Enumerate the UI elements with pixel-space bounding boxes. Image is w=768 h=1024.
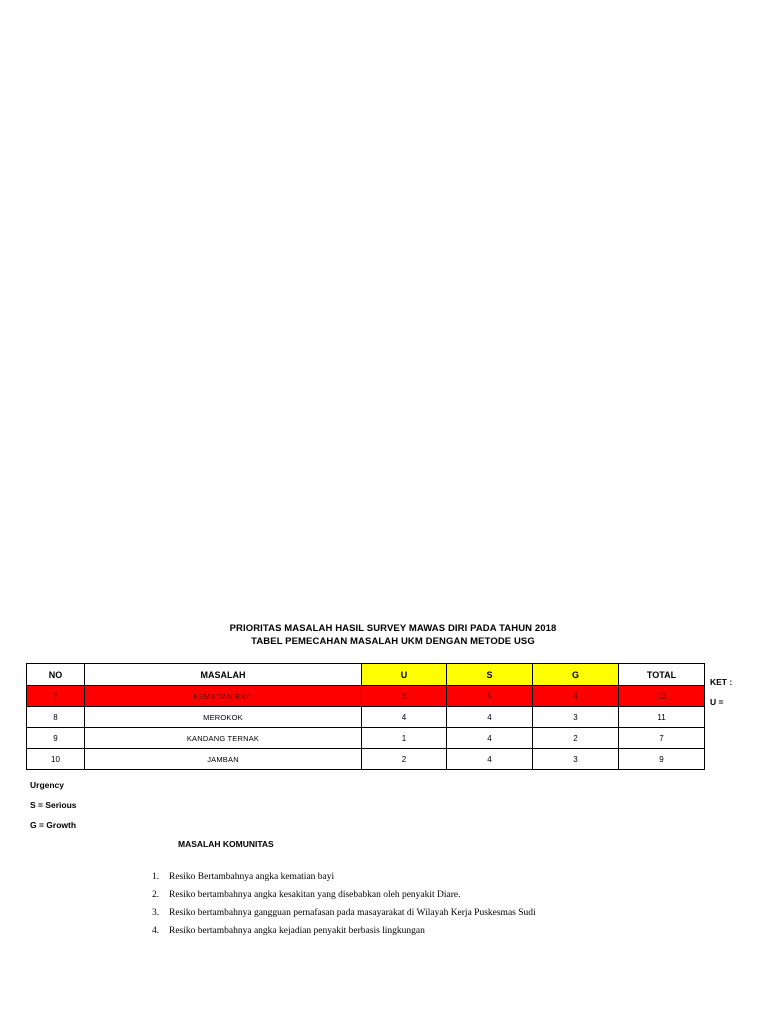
- cell-g: 2: [533, 728, 619, 749]
- cell-no: 10: [27, 749, 85, 770]
- cell-total: 7: [619, 728, 705, 749]
- list-item-text: Resiko Bertambahnya angka kematian bayi: [169, 872, 335, 882]
- table-row: [27, 707, 705, 728]
- cell-g: 3: [533, 707, 619, 728]
- cell-no: 7: [27, 686, 85, 707]
- legend-serious: S = Serious: [30, 800, 77, 810]
- cell-masalah: JAMBAN: [85, 749, 362, 770]
- cell-total: 12: [619, 686, 705, 707]
- cell-masalah: MEROKOK: [85, 707, 362, 728]
- header-g: G: [533, 664, 619, 686]
- header-no: NO: [27, 664, 85, 686]
- cell-s: 4: [447, 728, 533, 749]
- table-header-row: [27, 664, 705, 686]
- komunitas-list: [152, 868, 536, 940]
- cell-no: 9: [27, 728, 85, 749]
- legend-growth: G = Growth: [30, 820, 77, 830]
- table-row: [27, 686, 705, 707]
- header-total: TOTAL: [619, 664, 705, 686]
- cell-s: 4: [447, 749, 533, 770]
- list-item-number: 3.: [152, 908, 160, 918]
- cell-total: 11: [619, 707, 705, 728]
- cell-s: 5: [447, 686, 533, 707]
- cell-s: 4: [447, 707, 533, 728]
- list-item: [152, 904, 536, 922]
- ket-u-label: U =: [710, 697, 724, 707]
- cell-u: 4: [362, 707, 447, 728]
- cell-g: 4: [533, 686, 619, 707]
- table-row: [27, 728, 705, 749]
- table-row: [27, 749, 705, 770]
- list-item: [152, 868, 536, 886]
- list-item-number: 4.: [152, 926, 160, 936]
- list-item-text: Resiko bertambahnya gangguan pernafasan pada masayarakat di Wilayah Kerja Puskesmas Sudi: [169, 908, 536, 918]
- cell-no: 8: [27, 707, 85, 728]
- cell-u: 3: [362, 686, 447, 707]
- komunitas-heading: MASALAH KOMUNITAS: [178, 839, 274, 849]
- document-title: PRIORITAS MASALAH HASIL SURVEY MAWAS DIRI PADA TAHUN 2018: [229, 623, 557, 634]
- cell-masalah: KEMATIAN BAYI: [85, 686, 362, 707]
- cell-masalah: KANDANG TERNAK: [85, 728, 362, 749]
- legend-urgency: Urgency: [30, 780, 65, 790]
- cell-g: 3: [533, 749, 619, 770]
- usg-table: [26, 663, 705, 770]
- list-item-number: 2.: [152, 890, 160, 900]
- header-s: S: [447, 664, 533, 686]
- list-item-text: Resiko bertambahnya angka kesakitan yang disebabkan oleh penyakit Diare.: [169, 890, 461, 900]
- header-u: U: [362, 664, 447, 686]
- list-item-number: 1.: [152, 872, 160, 882]
- list-item-text: Resiko bertambahnya angka kejadian penyakit berbasis lingkungan: [169, 926, 425, 936]
- header-masalah: MASALAH: [85, 664, 362, 686]
- ket-label: KET :: [710, 677, 733, 687]
- cell-u: 1: [362, 728, 447, 749]
- cell-u: 2: [362, 749, 447, 770]
- list-item: [152, 922, 536, 940]
- document-subtitle: TABEL PEMECAHAN MASALAH UKM DENGAN METODE USG: [251, 636, 535, 647]
- list-item: [152, 886, 536, 904]
- cell-total: 9: [619, 749, 705, 770]
